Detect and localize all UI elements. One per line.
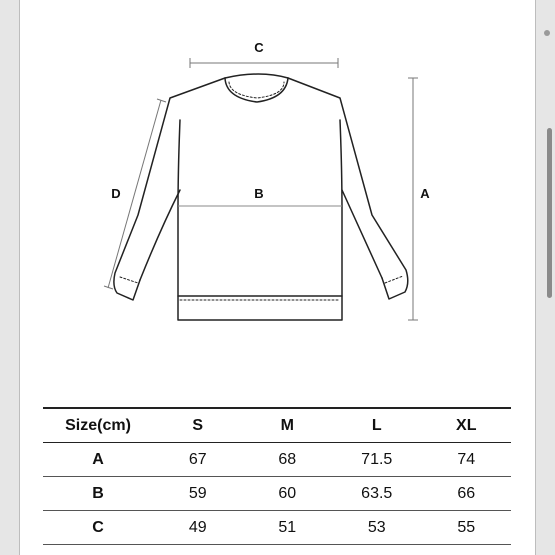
right-gutter (535, 0, 555, 555)
header-size-unit: Size(cm) (43, 408, 153, 443)
table-header-row (43, 408, 511, 443)
table-cell: 49 (153, 511, 243, 545)
row-label: C (43, 511, 153, 545)
header-size-l: L (332, 408, 422, 443)
header-size-s: S (153, 408, 243, 443)
table-cell: 59 (153, 477, 243, 511)
left-gutter (0, 0, 20, 555)
dimension-b (178, 186, 342, 206)
label-a: A (420, 186, 430, 201)
table-row (43, 511, 511, 545)
table-cell: 63.5 (332, 477, 422, 511)
header-size-m: M (243, 408, 333, 443)
scroll-indicator-dot (544, 30, 550, 36)
table-cell: 68 (243, 443, 333, 477)
label-d: D (111, 186, 121, 201)
table-cell: 55 (422, 511, 512, 545)
size-chart-table (43, 407, 511, 545)
table-cell: 60 (243, 477, 333, 511)
table-row (43, 477, 511, 511)
table-row (43, 443, 511, 477)
header-size-xl: XL (422, 408, 512, 443)
label-b: B (254, 186, 264, 201)
table-cell: 53 (332, 511, 422, 545)
scrollbar-thumb[interactable] (547, 128, 552, 298)
dimension-d (104, 99, 166, 289)
table-cell: 67 (153, 443, 243, 477)
table-cell: 66 (422, 477, 512, 511)
size-guide-page (20, 0, 535, 555)
label-c: C (254, 40, 264, 55)
dimension-a (408, 78, 430, 320)
table-cell: 51 (243, 511, 333, 545)
dimension-c (190, 40, 338, 68)
sweatshirt-measurement-diagram (20, 0, 535, 400)
row-label: A (43, 443, 153, 477)
table-cell: 74 (422, 443, 512, 477)
row-label: B (43, 477, 153, 511)
table-cell: 71.5 (332, 443, 422, 477)
